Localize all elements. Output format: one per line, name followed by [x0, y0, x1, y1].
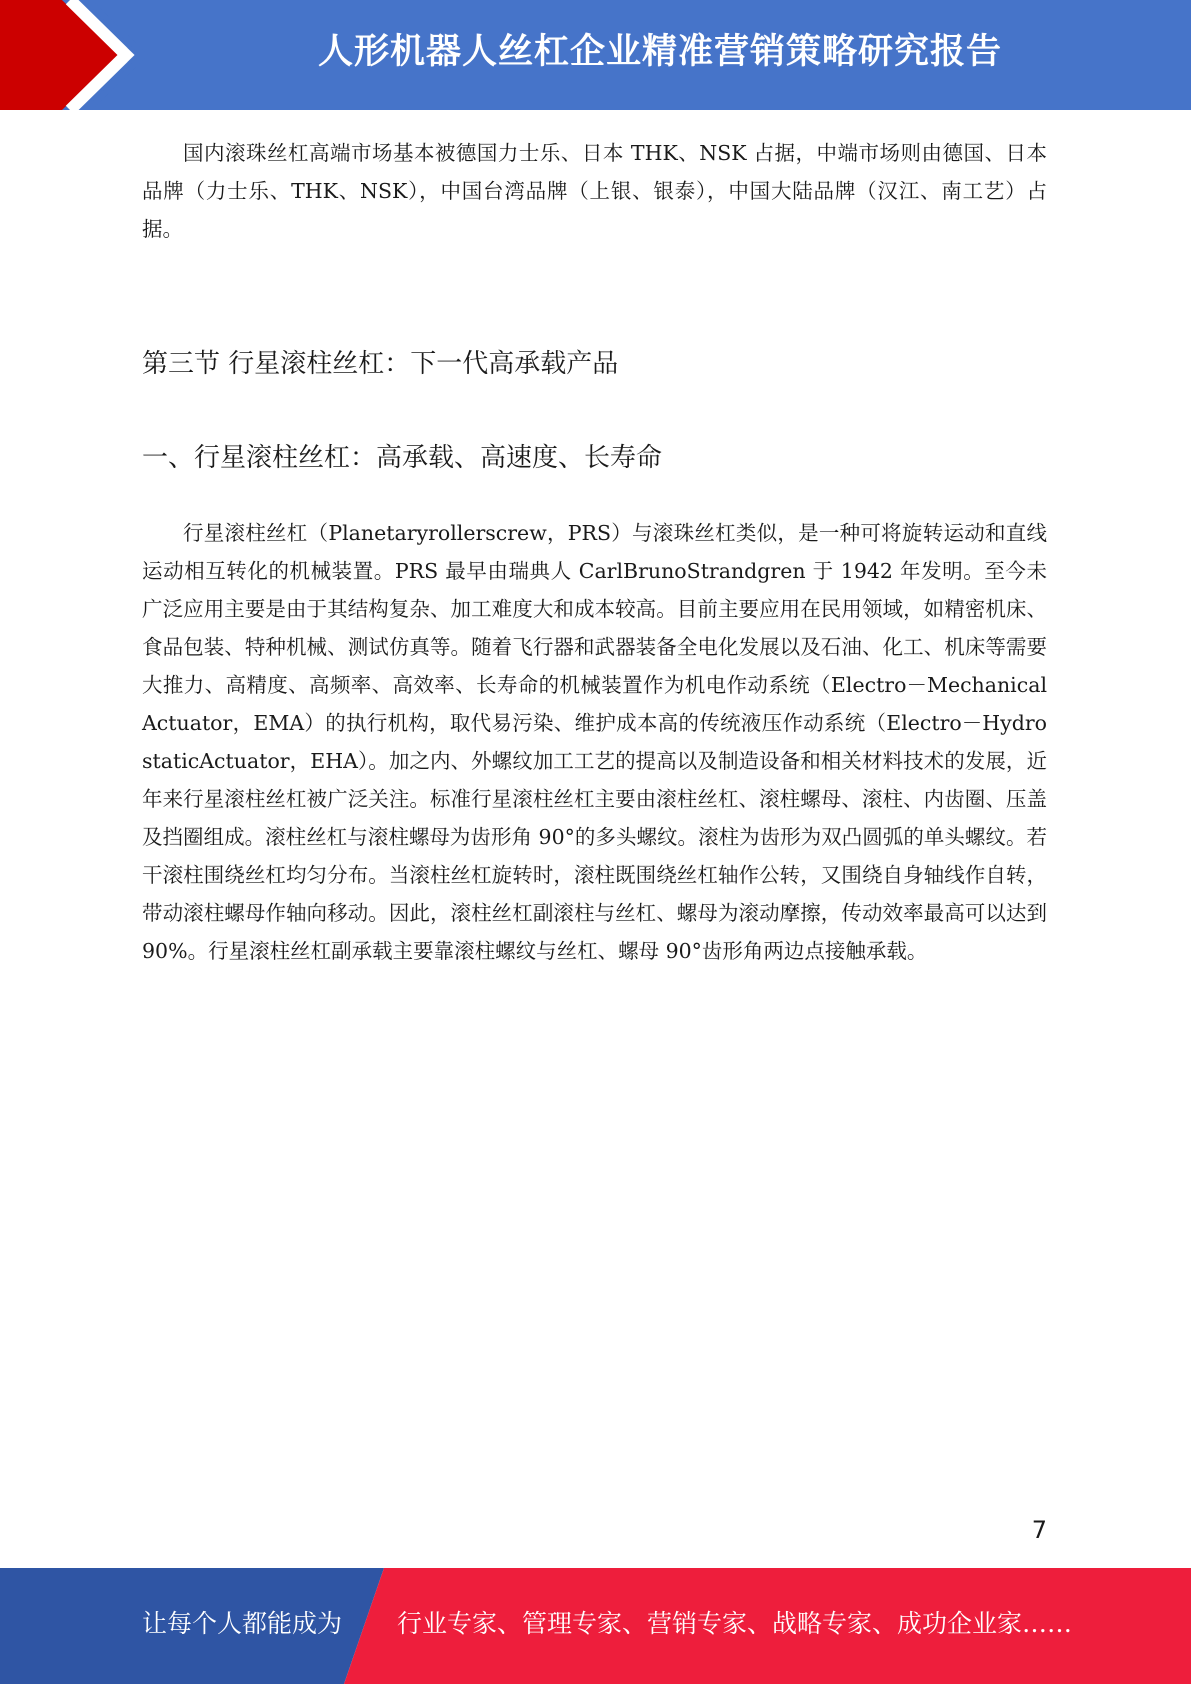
footer-slogan-left: 让每个人都能成为: [142, 1609, 343, 1638]
intro-paragraph: 国内滚珠丝杠高端市场基本被德国力士乐、日本 THK、NSK 占据，中端市场则由德国、日本品牌（力士乐、THK、NSK），中国台湾品牌（上银、银泰），中国大陆品牌（汉江、南工艺）占据。: [142, 141, 1047, 241]
page-header: [0, 0, 1191, 110]
section-subtitle: 一、行星滚柱丝杠：高承载、高速度、长寿命: [142, 443, 663, 473]
section-title: 第三节 行星滚柱丝杠：下一代高承载产品: [142, 349, 619, 379]
section-body: [142, 514, 1047, 970]
section-paragraph: 行星滚柱丝杠（Planetaryrollerscrew，PRS）与滚珠丝杠类似，是一种可将旋转运动和直线运动相互转化的机械装置。PRS 最早由瑞典人 CarlBrunoStrandgren 于 1942 年发明。至今未广泛应用主要是由于其结构复杂、加工难度大和成本较高。目前主要应用在民用领域，如精密机床、食品包装、特种机械、测试仿真等。随着飞行器和武器装备全电化发展以及石油、化工、机床等需要大推力、高精度、高频率、高效率、长寿命的机械装置作为机电作动系统（Electro－MechanicalActuator，EMA）的执行机构，取代易污染、维护成本高的传统液压作动系统（Electro－HydrostaticActuator，EHA）。加之内、外螺纹加工工艺的提高以及制造设备和相关材料技术的发展，近年来行星滚柱丝杠被广泛关注。标准行星滚柱丝杠主要由滚柱丝杠、滚柱螺母、滚柱、内齿圈、压盖及挡圈组成。滚柱丝杠与滚柱螺母为齿形角 90°的多头螺纹。滚柱为齿形为双凸圆弧的单头螺纹。若干滚柱围绕丝杠均匀分布。当滚柱丝杠旋转时，滚柱既围绕丝杠轴作公转，又围绕自身轴线作自转，带动滚柱螺母作轴向移动。因此，滚柱丝杠副滚柱与丝杠、螺母为滚动摩擦，传动效率最高可以达到 90%。行星滚柱丝杠副承载主要靠滚柱螺纹与丝杠、螺母 90°齿形角两边点接触承载。: [142, 521, 1047, 963]
intro-block: [142, 134, 1047, 248]
footer-slogan-right: 行业专家、管理专家、营销专家、战略专家、成功企业家……: [397, 1609, 1073, 1638]
page-footer: [0, 1568, 1191, 1684]
report-title: 人形机器人丝杠企业精准营销策略研究报告: [317, 32, 1002, 72]
page-number: 7: [1031, 1516, 1047, 1544]
